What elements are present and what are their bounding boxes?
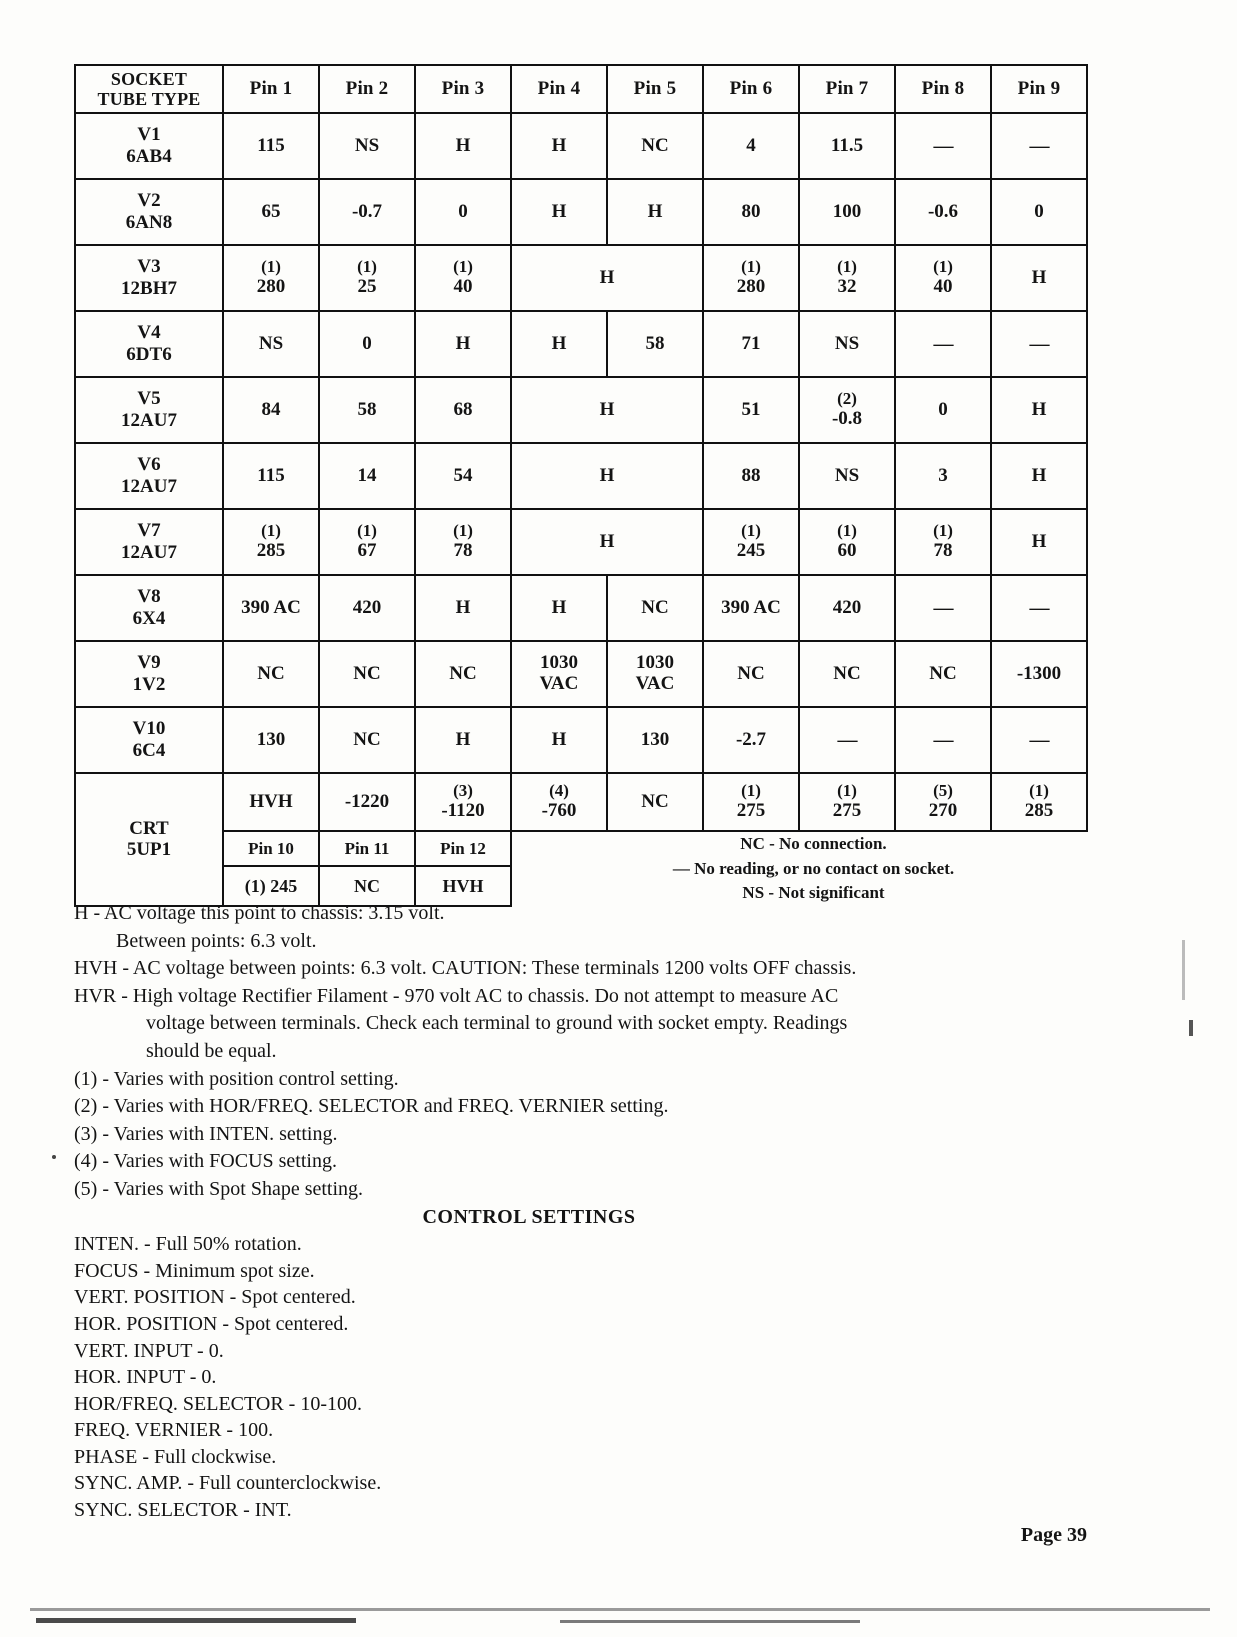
cell-pin-9: H	[991, 245, 1087, 311]
cell-pin-2: 420	[319, 575, 415, 641]
cell-pin-4: H	[511, 113, 607, 179]
cell-pin-1: NS	[223, 311, 319, 377]
cell-pin-4-5: H	[511, 443, 703, 509]
cell-pin-1: HVH	[223, 773, 319, 831]
header-pin-4: Pin 4	[511, 65, 607, 113]
cell-pin-8: —	[895, 575, 991, 641]
table-row-crt-extra-header	[75, 831, 1087, 866]
table-row	[75, 443, 1087, 509]
table-row	[75, 179, 1087, 245]
cell-pin-8: -0.6	[895, 179, 991, 245]
cell-pin-7: 100	[799, 179, 895, 245]
cell-pin-4: H	[511, 311, 607, 377]
header-pin-9: Pin 9	[991, 65, 1087, 113]
header-pin-6: Pin 6	[703, 65, 799, 113]
footnote-5: (5) - Varies with Spot Shape setting.	[74, 1177, 364, 1200]
cell-pin-8: 0	[895, 377, 991, 443]
footnote-hvr-3: should be equal.	[146, 1039, 277, 1062]
cell-pin-7: (1) 60	[799, 509, 895, 575]
table-row-crt	[75, 773, 1087, 831]
setting-vert-position: VERT. POSITION - Spot centered.	[74, 1286, 356, 1309]
row-tube-type: V8 6X4	[75, 575, 223, 641]
cell-pin-6: 4	[703, 113, 799, 179]
page-edge-line-gray	[560, 1620, 860, 1623]
cell-pin-4: 1030 VAC	[511, 641, 607, 707]
cell-pin-1: 115	[223, 443, 319, 509]
cell-pin-6: 390 AC	[703, 575, 799, 641]
cell-pin-12: HVH	[415, 866, 511, 906]
cell-pin-2: (1) 67	[319, 509, 415, 575]
row-tube-type: V6 12AU7	[75, 443, 223, 509]
header-pin-3: Pin 3	[415, 65, 511, 113]
legend-ns: NS - Not significant	[742, 883, 885, 903]
cell-pin-1: 84	[223, 377, 319, 443]
cell-pin-6: -2.7	[703, 707, 799, 773]
table-row	[75, 113, 1087, 179]
cell-pin-9: H	[991, 443, 1087, 509]
header-socket-tube-type	[75, 65, 223, 113]
table-body	[75, 113, 1087, 906]
cell-pin-3: H	[415, 575, 511, 641]
legend-dash: — No reading, or no contact on socket.	[672, 858, 955, 878]
cell-pin-7: NC	[799, 641, 895, 707]
row-tube-type: V5 12AU7	[75, 377, 223, 443]
page-edge-line-dark	[36, 1618, 356, 1623]
header-pin-12: Pin 12	[415, 831, 511, 866]
cell-pin-7: 11.5	[799, 113, 895, 179]
cell-pin-2: NS	[319, 113, 415, 179]
cell-pin-5: NC	[607, 773, 703, 831]
cell-pin-9: -1300	[991, 641, 1087, 707]
legend-nc: NC - No connection.	[740, 834, 887, 853]
scan-artifact-mark	[1189, 1020, 1193, 1036]
cell-pin-5: 130	[607, 707, 703, 773]
cell-pin-10: (1) 245	[223, 866, 319, 906]
cell-pin-9: —	[991, 707, 1087, 773]
cell-pin-9: 0	[991, 179, 1087, 245]
cell-pin-3: (3) -1120	[415, 773, 511, 831]
setting-focus: FOCUS - Minimum spot size.	[74, 1259, 315, 1282]
row-tube-type: V9 1V2	[75, 641, 223, 707]
row-tube-type: V10 6C4	[75, 707, 223, 773]
cell-pin-5: 1030 VAC	[607, 641, 703, 707]
row-tube-type: V2 6AN8	[75, 179, 223, 245]
cell-pin-7: NS	[799, 311, 895, 377]
cell-pin-4: H	[511, 575, 607, 641]
page-number: Page 39	[1020, 1524, 1087, 1546]
footnote-hvh: HVH - AC voltage between points: 6.3 volt. CAUTION: These terminals 1200 volts OFF chassis.	[74, 957, 857, 980]
cell-pin-5: H	[607, 179, 703, 245]
setting-sync-amp: SYNC. AMP. - Full counterclockwise.	[74, 1472, 382, 1495]
cell-pin-8: —	[895, 113, 991, 179]
cell-pin-4: H	[511, 179, 607, 245]
cell-pin-6: 51	[703, 377, 799, 443]
cell-pin-2: 58	[319, 377, 415, 443]
cell-pin-9: —	[991, 311, 1087, 377]
cell-pin-3: (1) 40	[415, 245, 511, 311]
setting-hor-input: HOR. INPUT - 0.	[74, 1366, 217, 1389]
header-pin-2: Pin 2	[319, 65, 415, 113]
cell-pin-3: 68	[415, 377, 511, 443]
cell-pin-2: -1220	[319, 773, 415, 831]
cell-pin-4-5: H	[511, 377, 703, 443]
header-pin-5: Pin 5	[607, 65, 703, 113]
header-pin-1: Pin 1	[223, 65, 319, 113]
page-edge-line	[30, 1608, 1210, 1611]
table-row	[75, 707, 1087, 773]
header-pin-7: Pin 7	[799, 65, 895, 113]
cell-pin-9: —	[991, 113, 1087, 179]
cell-pin-1: 115	[223, 113, 319, 179]
cell-pin-11: NC	[319, 866, 415, 906]
cell-pin-8: (5) 270	[895, 773, 991, 831]
row-tube-type: V3 12BH7	[75, 245, 223, 311]
row-tube-type: V4 6DT6	[75, 311, 223, 377]
cell-pin-6: (1) 275	[703, 773, 799, 831]
cell-pin-1: 390 AC	[223, 575, 319, 641]
control-settings-title: CONTROL SETTINGS	[422, 1205, 636, 1228]
cell-pin-1: (1) 285	[223, 509, 319, 575]
cell-pin-6: 80	[703, 179, 799, 245]
cell-pin-3: NC	[415, 641, 511, 707]
setting-inten: INTEN. - Full 50% rotation.	[74, 1233, 302, 1256]
cell-pin-1: (1) 280	[223, 245, 319, 311]
cell-pin-1: NC	[223, 641, 319, 707]
header-pin-10: Pin 10	[223, 831, 319, 866]
cell-pin-1: 130	[223, 707, 319, 773]
table-row	[75, 509, 1087, 575]
cell-pin-3: 54	[415, 443, 511, 509]
cell-pin-8: —	[895, 707, 991, 773]
cell-pin-7: 420	[799, 575, 895, 641]
header-line-tube-type: TUBE TYPE	[97, 89, 201, 109]
footnotes-section	[74, 900, 1164, 1524]
table-row	[75, 245, 1087, 311]
cell-pin-3: H	[415, 707, 511, 773]
cell-pin-9: H	[991, 509, 1087, 575]
cell-pin-6: (1) 245	[703, 509, 799, 575]
cell-pin-6: 88	[703, 443, 799, 509]
setting-hor-freq-selector: HOR/FREQ. SELECTOR - 10-100.	[74, 1392, 362, 1415]
cell-pin-5: NC	[607, 575, 703, 641]
cell-pin-3: 0	[415, 179, 511, 245]
cell-pin-8: NC	[895, 641, 991, 707]
cell-pin-4: H	[511, 707, 607, 773]
row-tube-type: V1 6AB4	[75, 113, 223, 179]
cell-pin-4: (4) -760	[511, 773, 607, 831]
setting-freq-vernier: FREQ. VERNIER - 100.	[74, 1419, 274, 1442]
cell-pin-6: 71	[703, 311, 799, 377]
cell-pin-2: 0	[319, 311, 415, 377]
cell-pin-5: NC	[607, 113, 703, 179]
table-row	[75, 311, 1087, 377]
cell-pin-7: (1) 275	[799, 773, 895, 831]
cell-pin-7: —	[799, 707, 895, 773]
footnote-hvr-1: HVR - High voltage Rectifier Filament - 970 volt AC to chassis. Do not attempt to measure AC	[74, 984, 839, 1007]
table-row	[75, 377, 1087, 443]
cell-pin-2: NC	[319, 641, 415, 707]
cell-pin-8: (1) 40	[895, 245, 991, 311]
setting-sync-selector: SYNC. SELECTOR - INT.	[74, 1499, 292, 1522]
cell-pin-4-5: H	[511, 509, 703, 575]
scan-artifact-dot	[52, 1155, 56, 1159]
header-line-socket: SOCKET	[110, 68, 188, 89]
cell-pin-2: NC	[319, 707, 415, 773]
cell-pin-9: —	[991, 575, 1087, 641]
setting-hor-position: HOR. POSITION - Spot centered.	[74, 1312, 349, 1335]
header-pin-11: Pin 11	[319, 831, 415, 866]
cell-pin-2: (1) 25	[319, 245, 415, 311]
cell-pin-3: H	[415, 311, 511, 377]
footnote-4: (4) - Varies with FOCUS setting.	[74, 1150, 337, 1173]
cell-pin-8: —	[895, 311, 991, 377]
footnote-h-2: Between points: 6.3 volt.	[116, 929, 317, 952]
cell-pin-3: H	[415, 113, 511, 179]
setting-phase: PHASE - Full clockwise.	[74, 1445, 277, 1468]
scan-artifact-mark-2	[1182, 940, 1185, 1000]
row-tube-type-crt: CRT 5UP1	[75, 773, 223, 906]
cell-pin-2: -0.7	[319, 179, 415, 245]
control-settings-list	[74, 1231, 1164, 1524]
footnote-h-1: H - AC voltage this point to chassis: 3.15 volt.	[74, 902, 445, 924]
row-tube-type: V7 12AU7	[75, 509, 223, 575]
cell-pin-9: (1) 285	[991, 773, 1087, 831]
cell-pin-5: 58	[607, 311, 703, 377]
tube-socket-voltage-table	[74, 64, 1086, 907]
cell-pin-7: NS	[799, 443, 895, 509]
cell-pin-7: (2) -0.8	[799, 377, 895, 443]
footnote-3: (3) - Varies with INTEN. setting.	[74, 1122, 338, 1145]
cell-pin-6: (1) 280	[703, 245, 799, 311]
cell-pin-7: (1) 32	[799, 245, 895, 311]
cell-pin-8: 3	[895, 443, 991, 509]
footnote-hvr-2: voltage between terminals. Check each terminal to ground with socket empty. Readings	[146, 1012, 848, 1035]
cell-pin-9: H	[991, 377, 1087, 443]
cell-pin-4-5: H	[511, 245, 703, 311]
legend-block	[511, 831, 1087, 906]
setting-vert-input: VERT. INPUT - 0.	[74, 1339, 224, 1362]
table-row	[75, 575, 1087, 641]
cell-pin-2: 14	[319, 443, 415, 509]
table-row	[75, 641, 1087, 707]
footnote-2: (2) - Varies with HOR/FREQ. SELECTOR and FREQ. VERNIER setting.	[74, 1095, 669, 1118]
cell-pin-3: (1) 78	[415, 509, 511, 575]
cell-pin-8: (1) 78	[895, 509, 991, 575]
header-pin-8: Pin 8	[895, 65, 991, 113]
table-header	[75, 65, 1087, 113]
cell-pin-6: NC	[703, 641, 799, 707]
footnote-1: (1) - Varies with position control setting.	[74, 1067, 399, 1090]
pin-voltage-table	[74, 64, 1088, 907]
cell-pin-1: 65	[223, 179, 319, 245]
